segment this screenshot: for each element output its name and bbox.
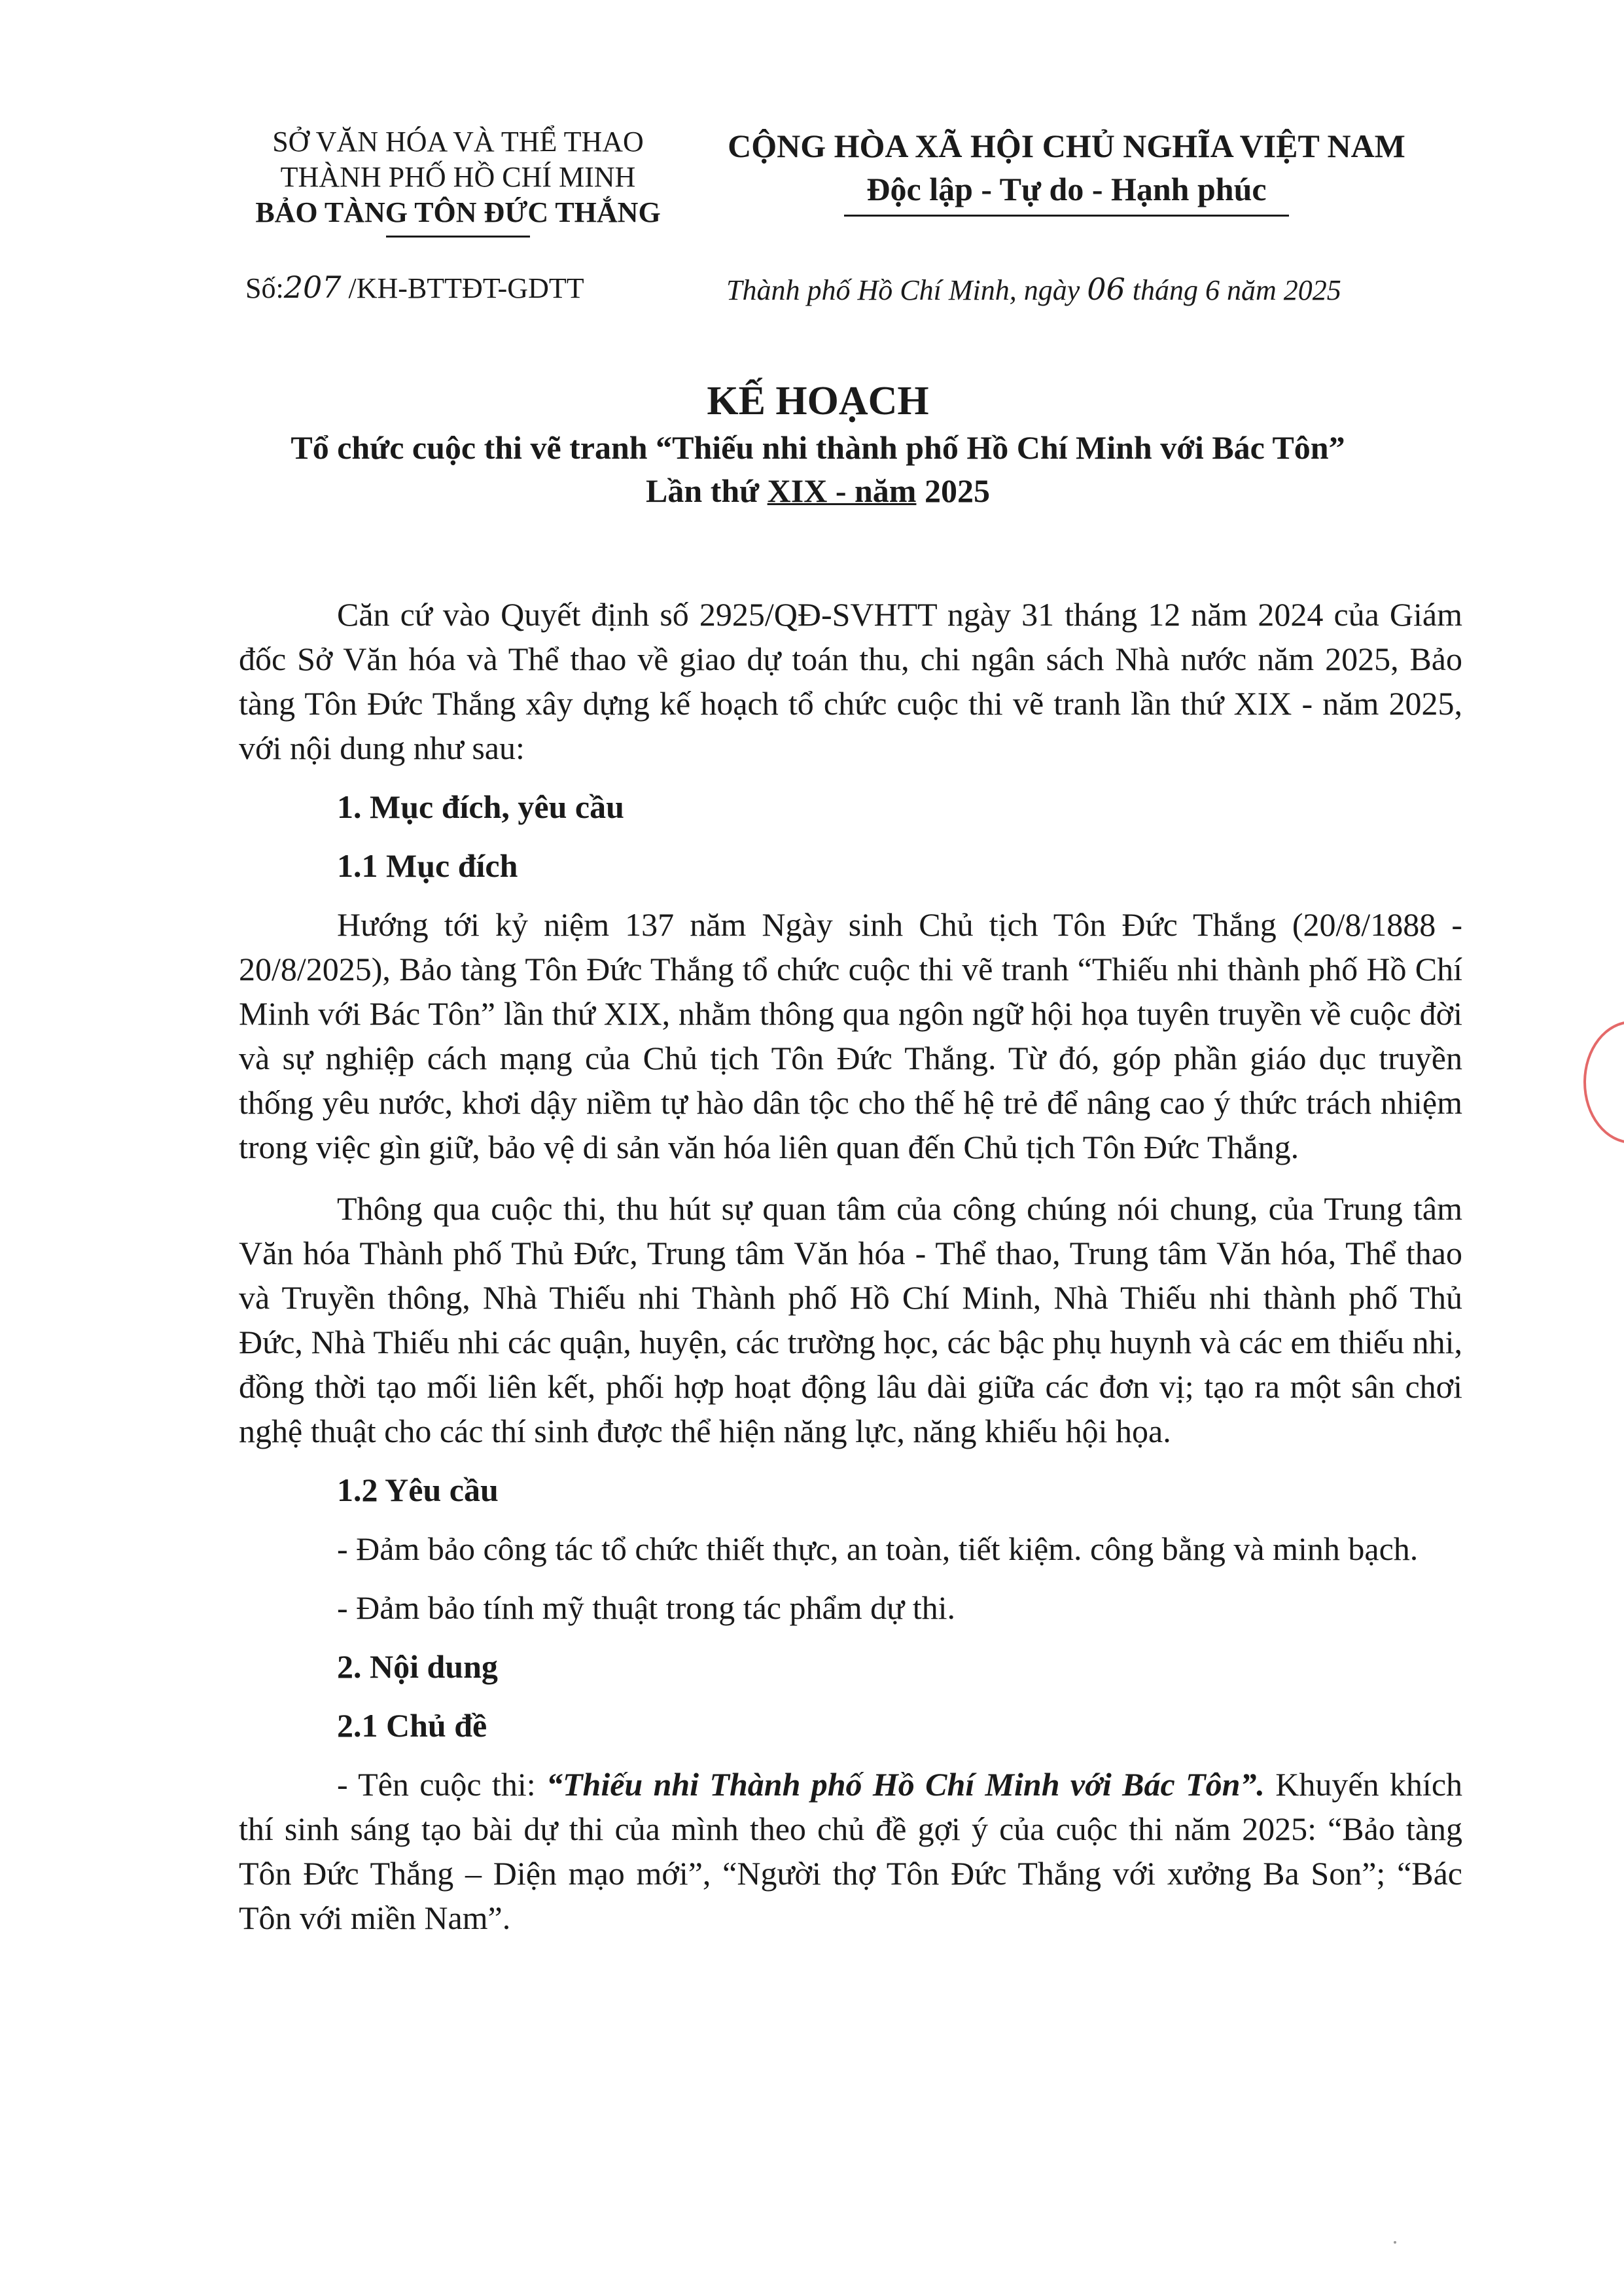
edition-prefix: Lần thứ xyxy=(646,472,768,509)
agency-parent-line2: THÀNH PHỐ HỒ CHÍ MINH xyxy=(280,161,636,193)
document-title: KẾ HOẠCH xyxy=(707,379,929,423)
national-motto: Độc lập - Tự do - Hạnh phúc xyxy=(866,171,1267,207)
section-heading-1: 1. Mục đích, yêu cầu xyxy=(337,788,624,825)
section-heading-2: 2. Nội dung xyxy=(337,1648,498,1685)
document-date xyxy=(726,272,1341,307)
theme-suggestions: Khuyến khích thí sinh sáng tạo bài dự thi của mình theo chủ đề gợi ý của cuộc thi năm 2025: “Bảo tàng Tôn Đức Thắng – Diện mạo mới”, “Người thợ Tôn Đức Thắng với xưởng Ba Son”; “Bác Tôn với miền Nam”. xyxy=(239,1766,1463,1936)
issuing-agency-block xyxy=(236,124,680,238)
section-heading-1-1: 1.1 Mục đích xyxy=(337,847,518,884)
document-title-block xyxy=(164,376,1472,512)
date-day-handwritten: 06 xyxy=(1087,272,1125,307)
requirement-item-2: - Đảm bảo tính mỹ thuật trong tác phẩm dự thi. xyxy=(337,1589,955,1626)
document-edition xyxy=(164,469,1472,512)
agency-parent-line1: SỞ VĂN HÓA VÀ THỂ THAO xyxy=(272,126,644,158)
purpose-paragraph-2: Thông qua cuộc thi, thu hút sự quan tâm của công chúng nói chung, của Trung tâm Văn hóa Thành phố Thủ Đức, Trung tâm Văn hóa - Thể thao, Trung tâm Văn hóa, Thể thao và Truyền thông, Nhà Thiếu nhi Thành phố Hồ Chí Minh, Nhà Thiếu nhi thành phố Thủ Đức, Nhà Thiếu nhi các quận, huyện, các trường học, các bậc phụ huynh và các em thiếu nhi, đồng thời tạo mối liên kết, phối hợp hoạt động lâu dài giữa các đơn vị; tạo ra một sân chơi nghệ thuật cho các thí sinh được thể hiện năng lực, năng khiếu hội họa. xyxy=(239,1190,1462,1449)
purpose-paragraph-1: Hướng tới kỷ niệm 137 năm Ngày sinh Chủ tịch Tôn Đức Thắng (20/8/1888 - 20/8/2025), Bảo tàng Tôn Đức Thắng tổ chức cuộc thi vẽ tranh “Thiếu nhi thành phố Hồ Chí Minh với Bác Tôn” lần thứ XIX, nhằm thông qua ngôn ngữ hội họa tuyên truyền về cuộc đời và sự nghiệp cách mạng của Chủ tịch Tôn Đức Thắng. Từ đó, góp phần giáo dục truyền thống yêu nước, khơi dậy niềm tự hào dân tộc cho thế hệ trẻ để nâng cao ý thức trách nhiệm trong việc gìn giữ, bảo vệ di sản văn hóa liên quan đến Chủ tịch Tôn Đức Thắng. xyxy=(239,906,1462,1165)
intro-paragraph: Căn cứ vào Quyết định số 2925/QĐ-SVHTT ngày 31 tháng 12 năm 2024 của Giám đốc Sở Văn hóa và Thể thao về giao dự toán thu, chi ngân sách Nhà nước năm 2025, Bảo tàng Tôn Đức Thắng xây dựng kế hoạch tổ chức cuộc thi vẽ tranh lần thứ XIX - năm 2025, với nội dung như sau: xyxy=(239,596,1462,766)
scan-speck xyxy=(1394,2241,1396,2244)
agency-name: BẢO TÀNG TÔN ĐỨC THẮNG xyxy=(255,196,661,228)
date-part2: tháng 6 năm 2025 xyxy=(1132,274,1341,306)
document-body xyxy=(239,592,1462,1940)
document-subtitle: Tổ chức cuộc thi vẽ tranh “Thiếu nhi thành phố Hồ Chí Minh với Bác Tôn” xyxy=(291,429,1345,466)
motto-underline xyxy=(844,215,1289,217)
national-title-block xyxy=(674,124,1459,217)
edition-underlined: XIX - năm xyxy=(767,472,917,509)
red-seal-stamp-fragment xyxy=(1583,1021,1624,1144)
doc-number-prefix: Số: xyxy=(245,272,284,304)
agency-underline xyxy=(386,236,530,238)
theme-prefix: - Tên cuộc thi: xyxy=(337,1766,546,1803)
national-title: CỘNG HÒA XÃ HỘI CHỦ NGHĨA VIỆT NAM xyxy=(728,128,1405,164)
contest-name: “Thiếu nhi Thành phố Hồ Chí Minh với Bác Tôn”. xyxy=(546,1766,1265,1803)
edition-year: 2025 xyxy=(916,472,990,509)
section-heading-2-1: 2.1 Chủ đề xyxy=(337,1707,487,1744)
section-heading-1-2: 1.2 Yêu cầu xyxy=(337,1472,499,1508)
theme-paragraph xyxy=(239,1762,1462,1940)
requirement-item-1: - Đảm bảo công tác tổ chức thiết thực, an toàn, tiết kiệm. công bằng và minh bạch. xyxy=(337,1530,1419,1567)
document-number xyxy=(245,270,584,305)
doc-number-suffix: /KH-BTTĐT-GDTT xyxy=(348,272,584,304)
doc-number-handwritten: 207 xyxy=(283,270,342,305)
date-part1: Thành phố Hồ Chí Minh, ngày xyxy=(726,274,1080,306)
